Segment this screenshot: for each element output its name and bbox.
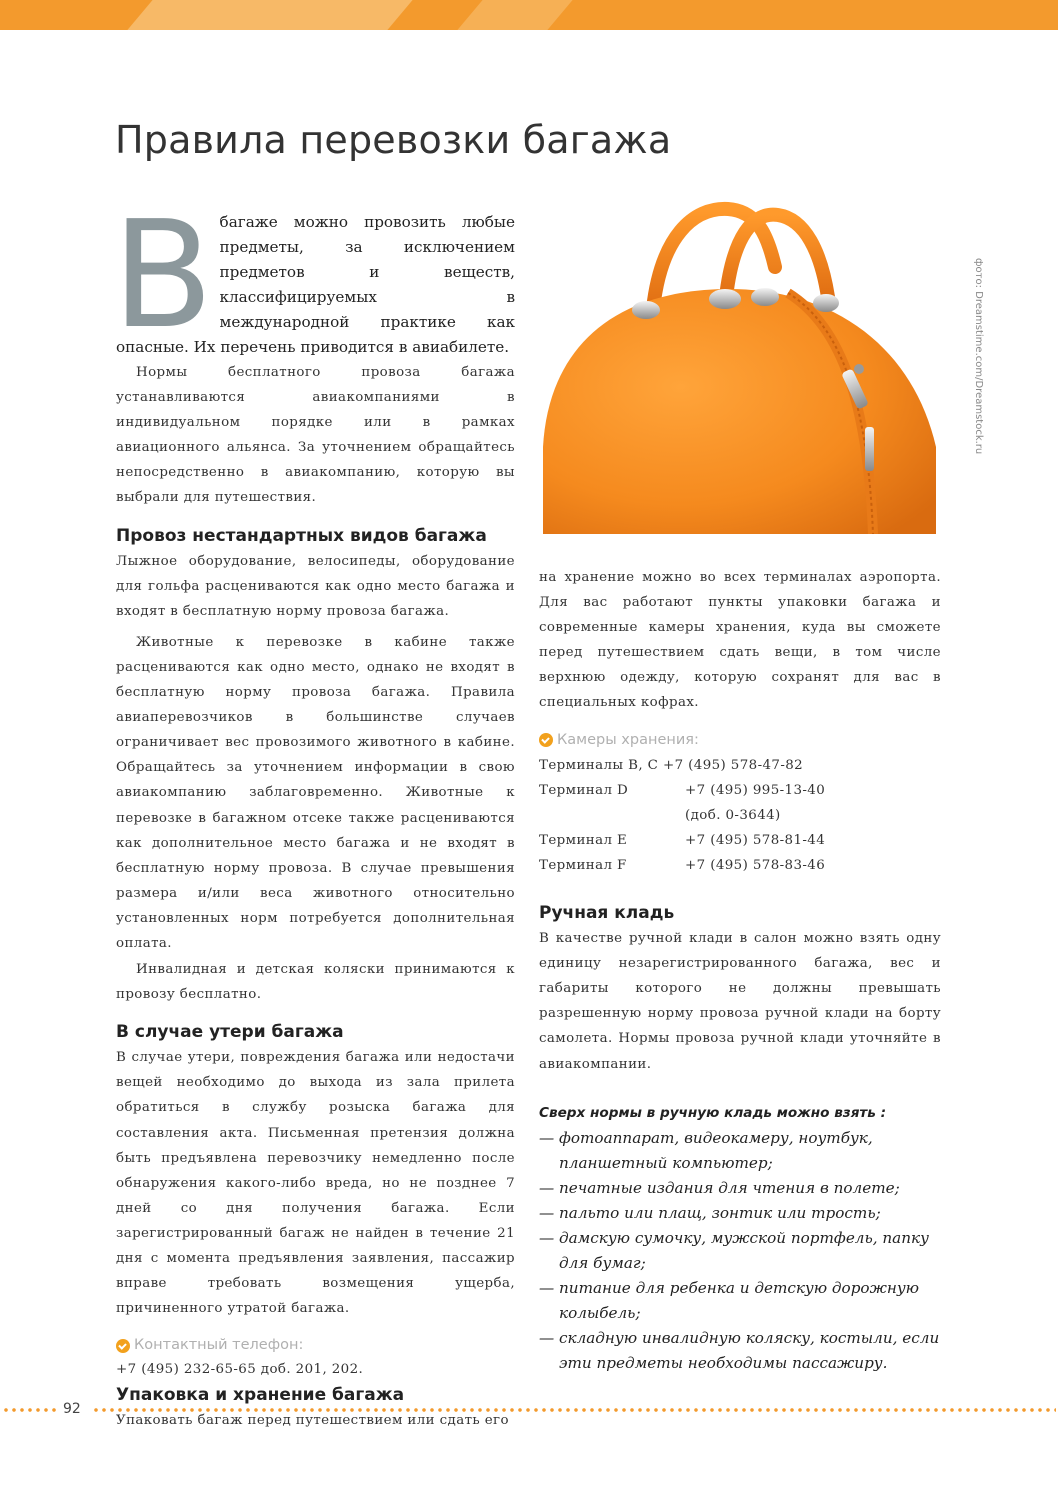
intro-paragraph: Нормы бесплатного провоза багажа устанавливаются авиакомпаниями в индивидуальном порядке или в рамках авиационного альянса. За уточнением обращайтесь непосредственно в авиакомпанию, которую вы выбрали для путешествия. — [116, 365, 515, 506]
check-icon — [539, 733, 553, 747]
storage-table — [539, 753, 941, 878]
extra-items-heading: Сверх нормы в ручную кладь можно взять : — [539, 1104, 887, 1121]
page-number: 92 — [63, 1401, 81, 1417]
storage-label — [539, 728, 941, 753]
hand-paragraph: В качестве ручной клади в салон можно взять одну единицу незарегистрированного багажа, вес и габариты которого не должны превышать разрешенную норму провоза ручной клади на борту самолета. Нормы провоза ручной клади уточняйте в авиакомпании. — [539, 931, 941, 1072]
page-title: Правила перевозки багажа — [115, 118, 672, 162]
storage-row — [539, 778, 941, 803]
list-item: — дамскую сумочку, мужской портфель, папку для бумаг; — [539, 1226, 941, 1276]
drop-cap: В — [112, 189, 214, 361]
section-heading-nonstandard: Провоз нестандартных видов багажа — [116, 525, 487, 546]
storage-row — [539, 803, 941, 828]
storage-row — [539, 853, 941, 878]
section-heading-lost: В случае утери багажа — [116, 1022, 344, 1043]
contact-label-text: Контактный телефон: — [134, 1337, 304, 1354]
list-item: — складную инвалидную коляску, костыли, если эти предметы необходимы пассажиру. — [539, 1326, 941, 1376]
nonstandard-paragraph-2: Животные к перевозке в кабине также расцениваются как одно место, однако не входят в бесплатную норму провоза багажа. Правила авиаперевозчиков в большинстве случаев ограничивает вес провозимого животного в кабине. Обращайтесь за уточнением информации в свою авиакомпанию заблаговременно. Животные к перевозке в багажном отсеке также расцениваются как дополнительное место багажа и не входят в бесплатную норму провоза. В случае превышения размера и/или веса животного относительно установленных норм потребуется дополнительная оплата. — [116, 634, 515, 951]
storage-row — [539, 753, 941, 778]
nonstandard-paragraph-3: Инвалидная и детская коляски принимаются к провозу бесплатно. — [116, 962, 515, 1003]
list-item: — печатные издания для чтения в полете; — [539, 1176, 941, 1201]
storage-terminal — [539, 803, 685, 828]
storage-label-text: Камеры хранения: — [557, 731, 699, 748]
packing-paragraph-continued: на хранение можно во всех терминалах аэропорта. Для вас работают пункты упаковки багажа и современные камеры хранения, куда вы сможете перед путешествием сдать вещи, в том числе верхнюю одежду, которую сохранят для вас в специальных кофрах. — [539, 570, 941, 711]
storage-phone: +7 (495) 995-13-40 — [685, 782, 826, 798]
contact-phone: +7 (495) 232-65-65 доб. 201, 202. — [116, 1362, 364, 1378]
section-heading-packing: Упаковка и хранение багажа — [116, 1385, 405, 1406]
footer-dots — [92, 1408, 1056, 1412]
list-item: — питание для ребенка и детскую дорожную колыбель; — [539, 1276, 941, 1326]
left-column — [112, 189, 515, 1433]
extra-items-list — [539, 1126, 941, 1376]
section-heading-hand: Ручная кладь — [539, 903, 675, 924]
list-item: — пальто или плащ, зонтик или трость; — [539, 1201, 941, 1226]
top-banner — [0, 0, 1058, 30]
storage-phone: +7 (495) 578-83-46 — [685, 857, 826, 873]
storage-row — [539, 828, 941, 853]
banner-stripe — [457, 0, 572, 30]
right-column — [539, 565, 941, 1376]
storage-terminal: Терминал F — [539, 857, 627, 873]
storage-phone: (доб. 0-3644) — [685, 807, 781, 823]
storage-phone: +7 (495) 578-81-44 — [685, 832, 826, 848]
storage-terminal: Терминалы В, С +7 (495) 578-47-82 — [539, 757, 804, 773]
orange-suitcase-photo — [543, 197, 936, 534]
intro-lead: багаже можно провозить любые предметы, за исключением предметов и веществ, классифицируемых в международной практике как опасные. Их перечень приводится в авиабилете. — [116, 213, 515, 356]
lost-paragraph: В случае утери, повреждения багажа или недостачи вещей необходимо до выхода из зала прилета обратиться в службу розыска багажа для составления акта. Письменная претензия должна быть предъявлена перевозчику немедленно после обнаружения какого-либо вреда, но не позднее 7 дней со дня получения багажа. Если зарегистрированный багаж не найден в течение 21 дня с момента предъявления заявления, пассажир вправе требовать возмещения ущерба, причиненного утратой багажа. — [116, 1050, 515, 1317]
storage-terminal: Терминал D — [539, 782, 629, 798]
list-item: — фотоаппарат, видеокамеру, ноутбук, планшетный компьютер; — [539, 1126, 941, 1176]
packing-paragraph-start: Упаковать багаж перед путешествием или сдать его — [116, 1413, 509, 1429]
footer-dots — [2, 1408, 56, 1412]
storage-terminal: Терминал E — [539, 832, 628, 848]
check-icon — [116, 1339, 130, 1353]
contact-label — [116, 1333, 515, 1358]
photo-credit: фото: Dreamstime.com/Dreamstock.ru — [973, 258, 984, 455]
nonstandard-paragraph-1: Лыжное оборудование, велосипеды, оборудование для гольфа расцениваются как одно место багажа и входят в бесплатную норму провоза багажа. — [116, 553, 515, 619]
banner-stripe — [127, 0, 412, 30]
